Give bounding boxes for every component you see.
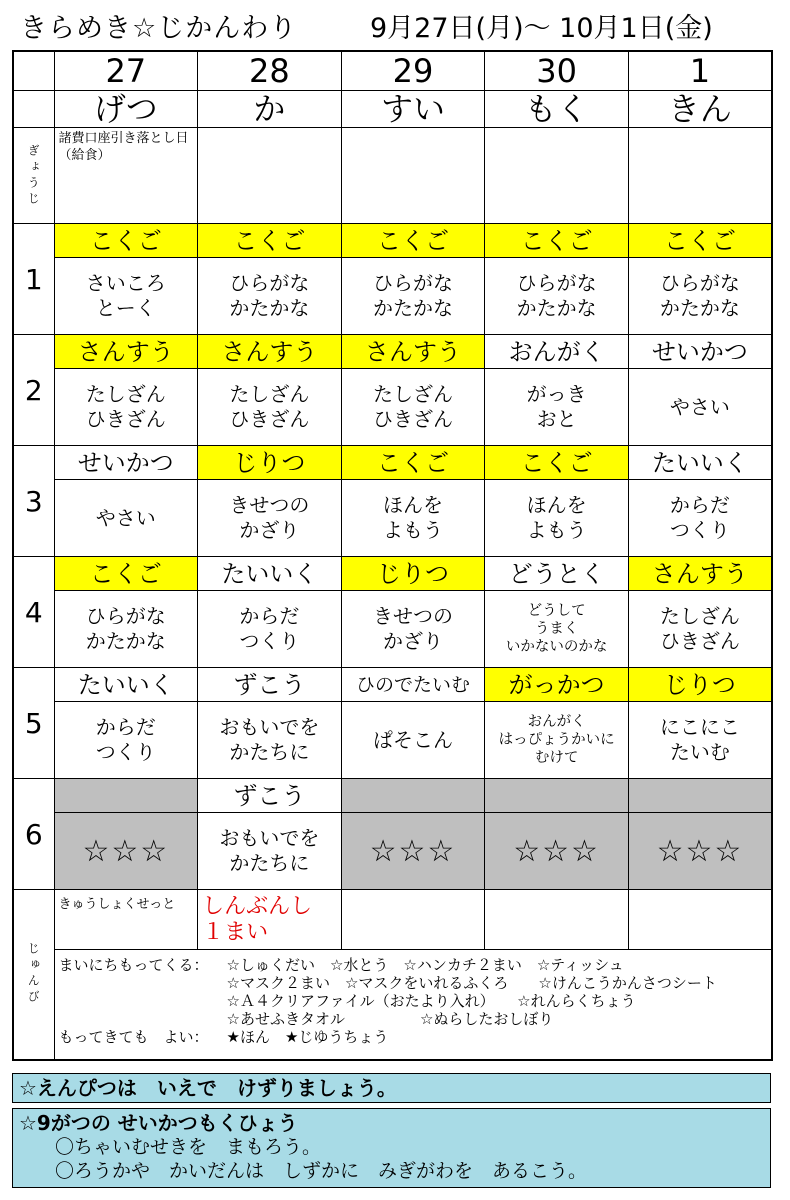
preparation-cell bbox=[341, 890, 485, 950]
period-number: 6 bbox=[13, 779, 54, 890]
activity-cell: ほんを よもう bbox=[485, 480, 629, 557]
monthly-goal-2: 〇ろうかや かいだんは しずかに みぎがわを あるこう。 bbox=[55, 1160, 588, 1182]
activity-cell: ぱそこん bbox=[341, 702, 485, 779]
subject-cell: たいいく bbox=[198, 557, 342, 591]
activity-cell: からだ つくり bbox=[628, 480, 772, 557]
day-of-week: きん bbox=[628, 91, 772, 128]
preparation-cell bbox=[485, 890, 629, 950]
activity-cell: にこにこ たいむ bbox=[628, 702, 772, 779]
page-title: きらめき☆じかんわり bbox=[20, 13, 298, 44]
activity-cell: おもいでを かたちに bbox=[198, 702, 342, 779]
subject-cell: こくご bbox=[341, 224, 485, 258]
subject-cell: さんすう bbox=[54, 335, 198, 369]
activity-cell: ひらがな かたかな bbox=[628, 258, 772, 335]
subject-cell: こくご bbox=[485, 224, 629, 258]
activity-cell: からだ つくり bbox=[54, 702, 198, 779]
gyouji-label: ぎょうじ bbox=[26, 143, 41, 208]
daily-items-line-2: ☆マスク２まい ☆マスクをいれるふくろ ☆けんこうかんさつシート bbox=[226, 974, 717, 992]
star-cell: ☆☆☆ bbox=[485, 813, 629, 890]
subject-cell: ずこう bbox=[198, 779, 342, 813]
activity-cell: たしざん ひきざん bbox=[198, 369, 342, 446]
header bbox=[20, 6, 780, 46]
activity-cell: ひらがな かたかな bbox=[54, 591, 198, 668]
period-number: 1 bbox=[13, 224, 54, 335]
daily-items-label: まいにちもってくる： bbox=[58, 956, 209, 974]
subject-cell: こくご bbox=[341, 446, 485, 480]
activity-cell: やさい bbox=[628, 369, 772, 446]
subject-cell: ずこう bbox=[198, 668, 342, 702]
subject-cell: こくご bbox=[485, 446, 629, 480]
subject-cell: がっかつ bbox=[485, 668, 629, 702]
period-number: 5 bbox=[13, 668, 54, 779]
activity-cell: たしざん ひきざん bbox=[628, 591, 772, 668]
subject-cell: たいいく bbox=[54, 668, 198, 702]
day-date: 1 bbox=[628, 51, 772, 91]
star-cell: ☆☆☆ bbox=[341, 813, 485, 890]
subject-cell bbox=[54, 779, 198, 813]
activity-cell: やさい bbox=[54, 480, 198, 557]
subject-cell: どうとく bbox=[485, 557, 629, 591]
bring-items-cell bbox=[54, 950, 772, 1060]
activity-cell: ひらがな かたかな bbox=[198, 258, 342, 335]
timetable bbox=[12, 50, 773, 1061]
subject-cell: こくご bbox=[198, 224, 342, 258]
subject-cell: じりつ bbox=[628, 668, 772, 702]
day-date: 28 bbox=[198, 51, 342, 91]
monthly-goal-1: 〇ちゃいむせきを まもろう。 bbox=[55, 1136, 322, 1158]
subject-cell: せいかつ bbox=[628, 335, 772, 369]
subject-cell: こくご bbox=[54, 557, 198, 591]
subject-cell bbox=[485, 779, 629, 813]
activity-cell: おもいでを かたちに bbox=[198, 813, 342, 890]
junbi-label: じゅんび bbox=[26, 942, 41, 1007]
activity-cell: からだ つくり bbox=[198, 591, 342, 668]
day-of-week: すい bbox=[341, 91, 485, 128]
daily-items-line-1 bbox=[59, 956, 767, 974]
subject-cell: こくご bbox=[54, 224, 198, 258]
day-date: 29 bbox=[341, 51, 485, 91]
subject-cell: こくご bbox=[628, 224, 772, 258]
day-date: 30 bbox=[485, 51, 629, 91]
subject-cell: さんすう bbox=[198, 335, 342, 369]
period-number: 2 bbox=[13, 335, 54, 446]
activity-cell: さいころ とーく bbox=[54, 258, 198, 335]
subject-cell: さんすう bbox=[628, 557, 772, 591]
daily-items-line-3: ☆Ａ４クリアファイル（おたより入れ） ☆れんらくちょう bbox=[226, 992, 636, 1010]
monthly-goal-title: ☆9がつの せいかつもくひょう bbox=[19, 1111, 298, 1135]
activity-cell: ひらがな かたかな bbox=[485, 258, 629, 335]
activity-cell: がっき おと bbox=[485, 369, 629, 446]
period-number: 4 bbox=[13, 557, 54, 668]
event-cell bbox=[628, 128, 772, 224]
day-of-week: げつ bbox=[54, 91, 198, 128]
event-cell: 諸費口座引き落とし日（給食） bbox=[54, 128, 198, 224]
subject-cell: じりつ bbox=[198, 446, 342, 480]
event-cell bbox=[341, 128, 485, 224]
day-of-week: か bbox=[198, 91, 342, 128]
star-cell: ☆☆☆ bbox=[628, 813, 772, 890]
subject-cell: さんすう bbox=[341, 335, 485, 369]
star-cell: ☆☆☆ bbox=[54, 813, 198, 890]
daily-items: ☆しゅくだい ☆水とう ☆ハンカチ２まい ☆ティッシュ bbox=[226, 956, 624, 974]
subject-cell: たいいく bbox=[628, 446, 772, 480]
preparation-cell: しんぶんし １まい bbox=[198, 890, 342, 950]
activity-cell: ほんを よもう bbox=[341, 480, 485, 557]
activity-cell: きせつの かざり bbox=[198, 480, 342, 557]
subject-cell bbox=[341, 779, 485, 813]
activity-cell: きせつの かざり bbox=[341, 591, 485, 668]
day-date: 27 bbox=[54, 51, 198, 91]
activity-cell: どうして うまく いかないのかな bbox=[485, 591, 629, 668]
subject-cell bbox=[628, 779, 772, 813]
optional-items-label: もってきても よい： bbox=[58, 1028, 209, 1046]
activity-cell: たしざん ひきざん bbox=[54, 369, 198, 446]
optional-items-line bbox=[59, 1028, 767, 1046]
preparation-cell: きゅうしょくせっと bbox=[54, 890, 198, 950]
period-number: 3 bbox=[13, 446, 54, 557]
corner-cell bbox=[13, 51, 54, 91]
gyouji-label-cell bbox=[13, 128, 54, 224]
event-cell bbox=[198, 128, 342, 224]
junbi-label-cell bbox=[13, 890, 54, 1060]
activity-cell: おんがく はっぴょうかいに むけて bbox=[485, 702, 629, 779]
daily-items-line-4: ☆あせふきタオル ☆ぬらしたおしぼり bbox=[226, 1010, 554, 1028]
subject-cell: せいかつ bbox=[54, 446, 198, 480]
day-of-week: もく bbox=[485, 91, 629, 128]
activity-cell: たしざん ひきざん bbox=[341, 369, 485, 446]
notice-pencil: ☆えんぴつは いえで けずりましょう。 bbox=[12, 1073, 771, 1103]
subject-cell: おんがく bbox=[485, 335, 629, 369]
event-cell bbox=[485, 128, 629, 224]
corner-cell bbox=[13, 91, 54, 128]
preparation-cell bbox=[628, 890, 772, 950]
optional-items: ★ほん ★じゆうちょう bbox=[226, 1028, 389, 1046]
activity-cell: ひらがな かたかな bbox=[341, 258, 485, 335]
monthly-goal-box bbox=[12, 1108, 771, 1188]
subject-cell: ひのでたいむ bbox=[341, 668, 485, 702]
date-range: 9月27日(月)〜 10月1日(金) bbox=[370, 13, 713, 44]
subject-cell: じりつ bbox=[341, 557, 485, 591]
